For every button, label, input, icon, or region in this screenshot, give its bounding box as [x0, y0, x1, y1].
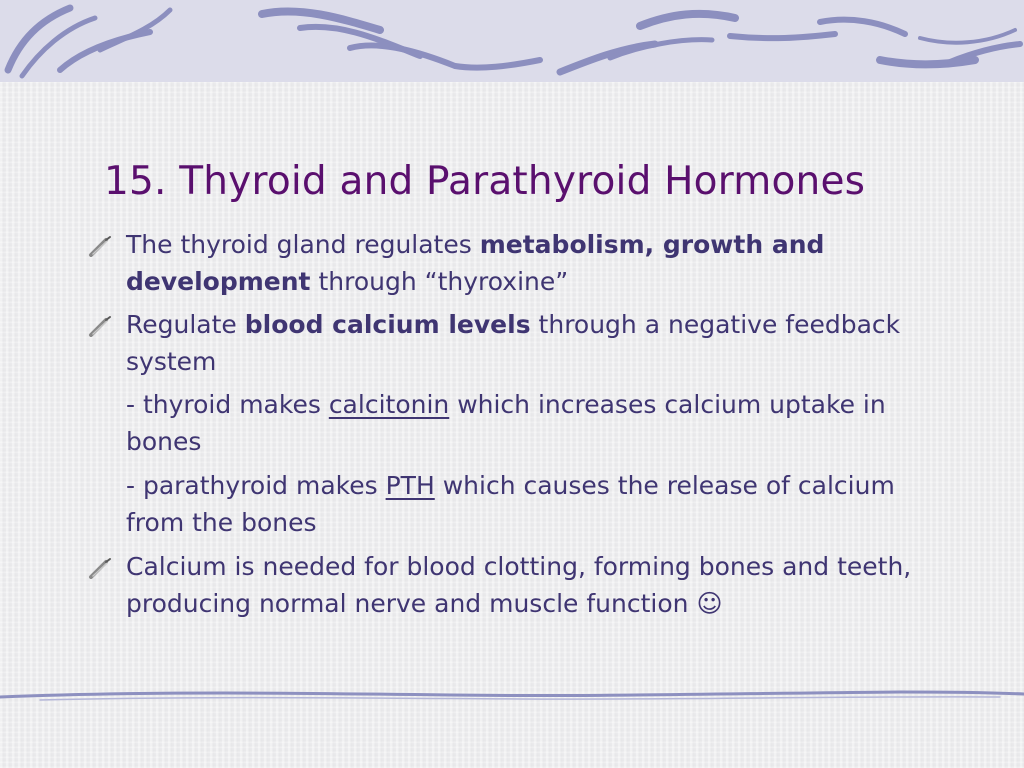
bullet-text-end: through a negative feedback system — [126, 310, 901, 376]
swash-decoration — [0, 683, 1024, 707]
bullet-item — [86, 548, 946, 622]
smiley-icon: ☺ — [696, 589, 723, 618]
sub-point — [86, 467, 946, 541]
sub-point-text: - parathyroid makes — [126, 471, 386, 500]
sub-point-text: - thyroid makes — [126, 390, 329, 419]
sub-point-underlined: PTH — [385, 471, 435, 500]
slide-title: 15. Thyroid and Parathyroid Hormones — [104, 159, 866, 204]
bullet-item — [86, 226, 946, 300]
sub-point — [86, 386, 946, 460]
bullet-item — [86, 306, 946, 380]
pencil-bullet-icon — [88, 315, 112, 337]
swash-decoration — [0, 0, 1024, 82]
pencil-bullet-icon — [88, 557, 112, 579]
bullet-text: Regulate — [126, 310, 245, 339]
bullet-text: The thyroid gland regulates — [126, 230, 480, 259]
pencil-bullet-icon — [88, 235, 112, 257]
bullet-bold-text: blood calcium levels — [244, 310, 531, 339]
sub-point-text-end: which causes the release of calcium from the bones — [126, 471, 895, 537]
bullet-text: Calcium is needed for blood clotting, forming bones and teeth, producing normal nerve and muscle function — [126, 552, 912, 618]
slide-body — [86, 226, 946, 628]
bullet-bold-text: metabolism, growth and development — [126, 230, 825, 296]
sub-point-underlined: calcitonin — [328, 390, 450, 419]
decorative-header-band — [0, 0, 1024, 82]
bullet-text-end: through “thyroxine” — [310, 267, 569, 296]
decorative-footer-rule — [0, 683, 1024, 707]
sub-point-text-end: which increases calcium uptake in bones — [126, 390, 886, 456]
